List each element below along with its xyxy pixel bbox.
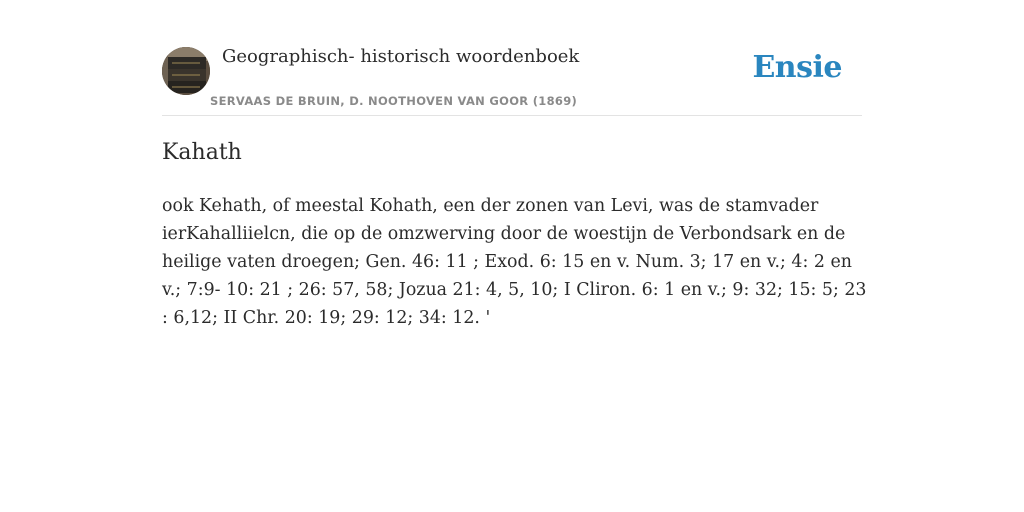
entry-title: Kahath (162, 140, 242, 165)
book-authors: SERVAAS DE BRUIN, D. NOOTHOVEN VAN GOOR (1869) (210, 94, 578, 108)
ensie-logo-link[interactable]: Ensie (752, 50, 842, 85)
book-cover-avatar[interactable] (162, 47, 210, 95)
book-title[interactable]: Geographisch- historisch woordenboek (222, 46, 580, 67)
book-spines-icon (162, 47, 210, 95)
book-header (162, 40, 862, 116)
entry-body: ook Kehath, of meestal Kohath, een der zonen van Levi, was de stamvader ierKahalliielcn, die op de omzwerving door de woestijn de Verbondsark en de heilige vaten droegen; Gen. 46: 11 ; Exod. 6: 15 en v. Num. 3; 17 en v.; 4: 2 en v.; 7:9- 10: 21 ; 26: 57, 58; Jozua 21: 4, 5, 10; I Cliron. 6: 1 en v.; 9: 32; 15: 5; 23 : 6,12; II Chr. 20: 19; 29: 12; 34: 12. ' (162, 196, 867, 328)
